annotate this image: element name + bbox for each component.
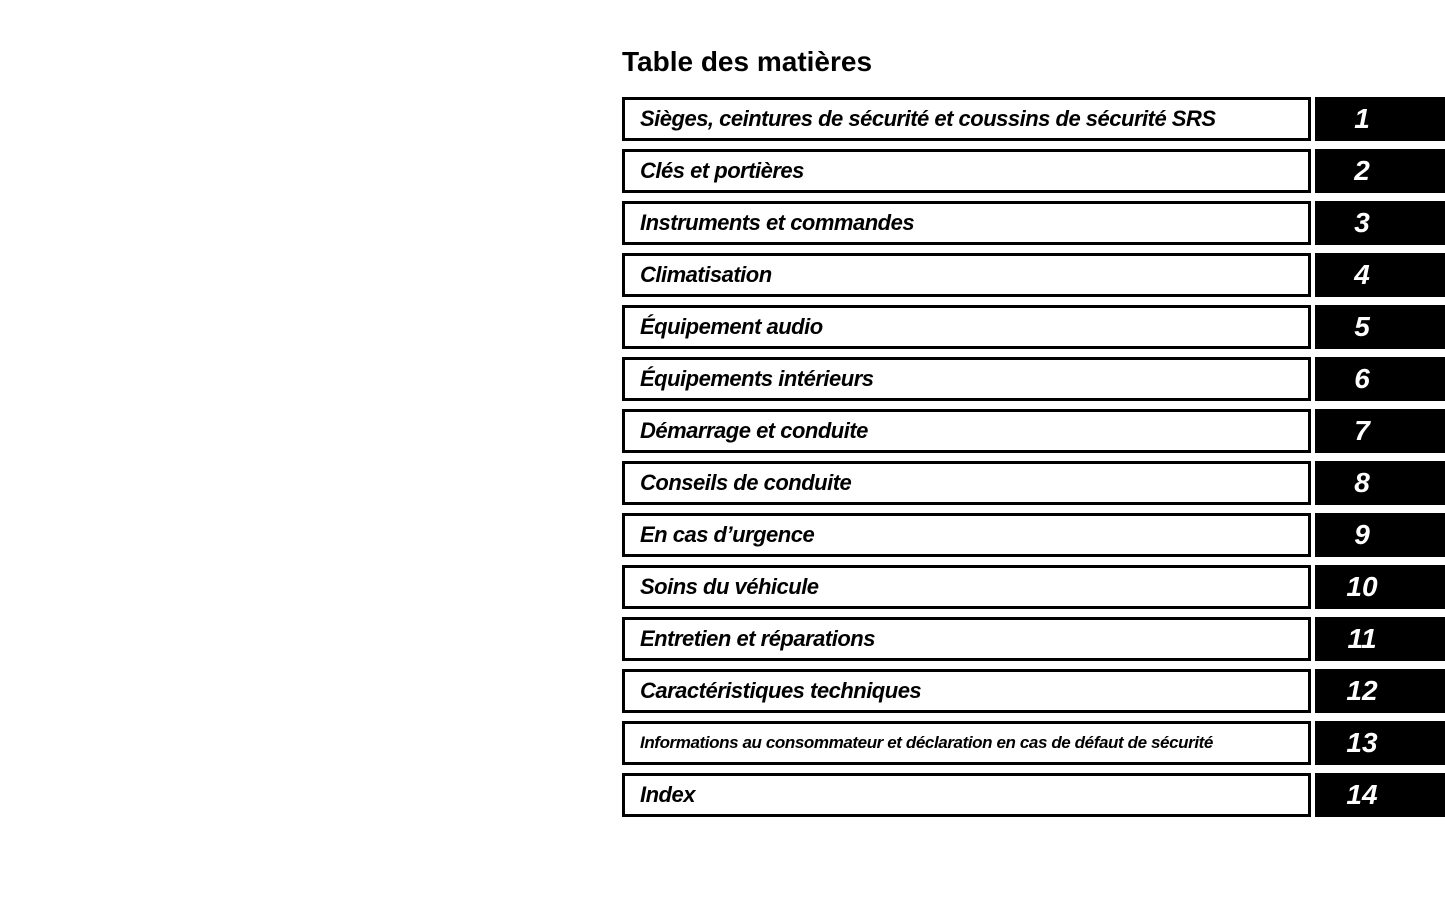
toc-row-8 — [622, 461, 1445, 505]
chapter-title: Clés et portières — [640, 158, 804, 183]
chapter-number: 11 — [1347, 623, 1377, 654]
chapter-label-box — [622, 773, 1311, 817]
chapter-number: 13 — [1346, 727, 1378, 758]
chapter-number: 6 — [1354, 363, 1370, 394]
chapter-number-tab — [1315, 721, 1445, 765]
chapter-title: Entretien et réparations — [640, 626, 875, 651]
chapter-number: 12 — [1346, 675, 1378, 706]
chapter-title: Climatisation — [640, 262, 772, 287]
toc-row-4 — [622, 253, 1445, 297]
chapter-label-box — [622, 409, 1311, 453]
toc-list — [622, 97, 1445, 817]
chapter-label-box — [622, 97, 1311, 141]
toc-row-10 — [622, 565, 1445, 609]
toc-row-5 — [622, 305, 1445, 349]
chapter-number-tab — [1315, 97, 1445, 141]
chapter-number-tab — [1315, 201, 1445, 245]
chapter-number: 7 — [1354, 415, 1370, 446]
chapter-number-tab — [1315, 773, 1445, 817]
chapter-number-tab — [1315, 253, 1445, 297]
chapter-label-box — [622, 149, 1311, 193]
chapter-number-tab — [1315, 357, 1445, 401]
chapter-number-tab — [1315, 669, 1445, 713]
chapter-number: 9 — [1354, 519, 1370, 550]
chapter-label-box — [622, 513, 1311, 557]
toc-row-12 — [622, 669, 1445, 713]
chapter-number-tab — [1315, 617, 1445, 661]
chapter-number-tab — [1315, 461, 1445, 505]
toc-row-7 — [622, 409, 1445, 453]
chapter-number: 2 — [1354, 155, 1370, 186]
chapter-label-box — [622, 253, 1311, 297]
toc-row-11 — [622, 617, 1445, 661]
chapter-label-box — [622, 305, 1311, 349]
chapter-number: 1 — [1354, 103, 1370, 134]
chapter-title: Équipement audio — [640, 314, 823, 339]
page-title: Table des matières — [622, 46, 873, 77]
toc-row-6 — [622, 357, 1445, 401]
chapter-label-box — [622, 721, 1311, 765]
chapter-number-tab — [1315, 149, 1445, 193]
toc-row-1 — [622, 97, 1445, 141]
toc-row-9 — [622, 513, 1445, 557]
chapter-label-box — [622, 565, 1311, 609]
chapter-label-box — [622, 201, 1311, 245]
chapter-label-box — [622, 669, 1311, 713]
chapter-label-box — [622, 617, 1311, 661]
chapter-number-tab — [1315, 305, 1445, 349]
chapter-label-box — [622, 357, 1311, 401]
chapter-title: Sièges, ceintures de sécurité et coussins de sécurité SRS — [640, 106, 1216, 131]
toc-row-14 — [622, 773, 1445, 817]
chapter-number: 10 — [1346, 571, 1378, 602]
chapter-number: 3 — [1354, 207, 1370, 238]
chapter-title: En cas d’urgence — [640, 522, 815, 547]
chapter-title: Démarrage et conduite — [640, 418, 868, 443]
chapter-title: Index — [640, 782, 695, 807]
chapter-title: Soins du véhicule — [640, 574, 819, 599]
chapter-number-tab — [1315, 513, 1445, 557]
chapter-title: Informations au consommateur et déclaration en cas de défaut de sécurité — [640, 733, 1213, 752]
toc-row-13 — [622, 721, 1445, 765]
chapter-title: Instruments et commandes — [640, 210, 915, 235]
chapter-number: 14 — [1346, 779, 1378, 810]
chapter-number-tab — [1315, 565, 1445, 609]
chapter-title: Caractéristiques techniques — [640, 678, 922, 703]
chapter-number: 5 — [1354, 311, 1370, 342]
chapter-number-tab — [1315, 409, 1445, 453]
chapter-number: 8 — [1354, 467, 1370, 498]
chapter-number: 4 — [1354, 259, 1370, 290]
toc-row-2 — [622, 149, 1445, 193]
chapter-title: Équipements intérieurs — [640, 366, 874, 391]
toc-row-3 — [622, 201, 1445, 245]
chapter-label-box — [622, 461, 1311, 505]
chapter-title: Conseils de conduite — [640, 470, 852, 495]
